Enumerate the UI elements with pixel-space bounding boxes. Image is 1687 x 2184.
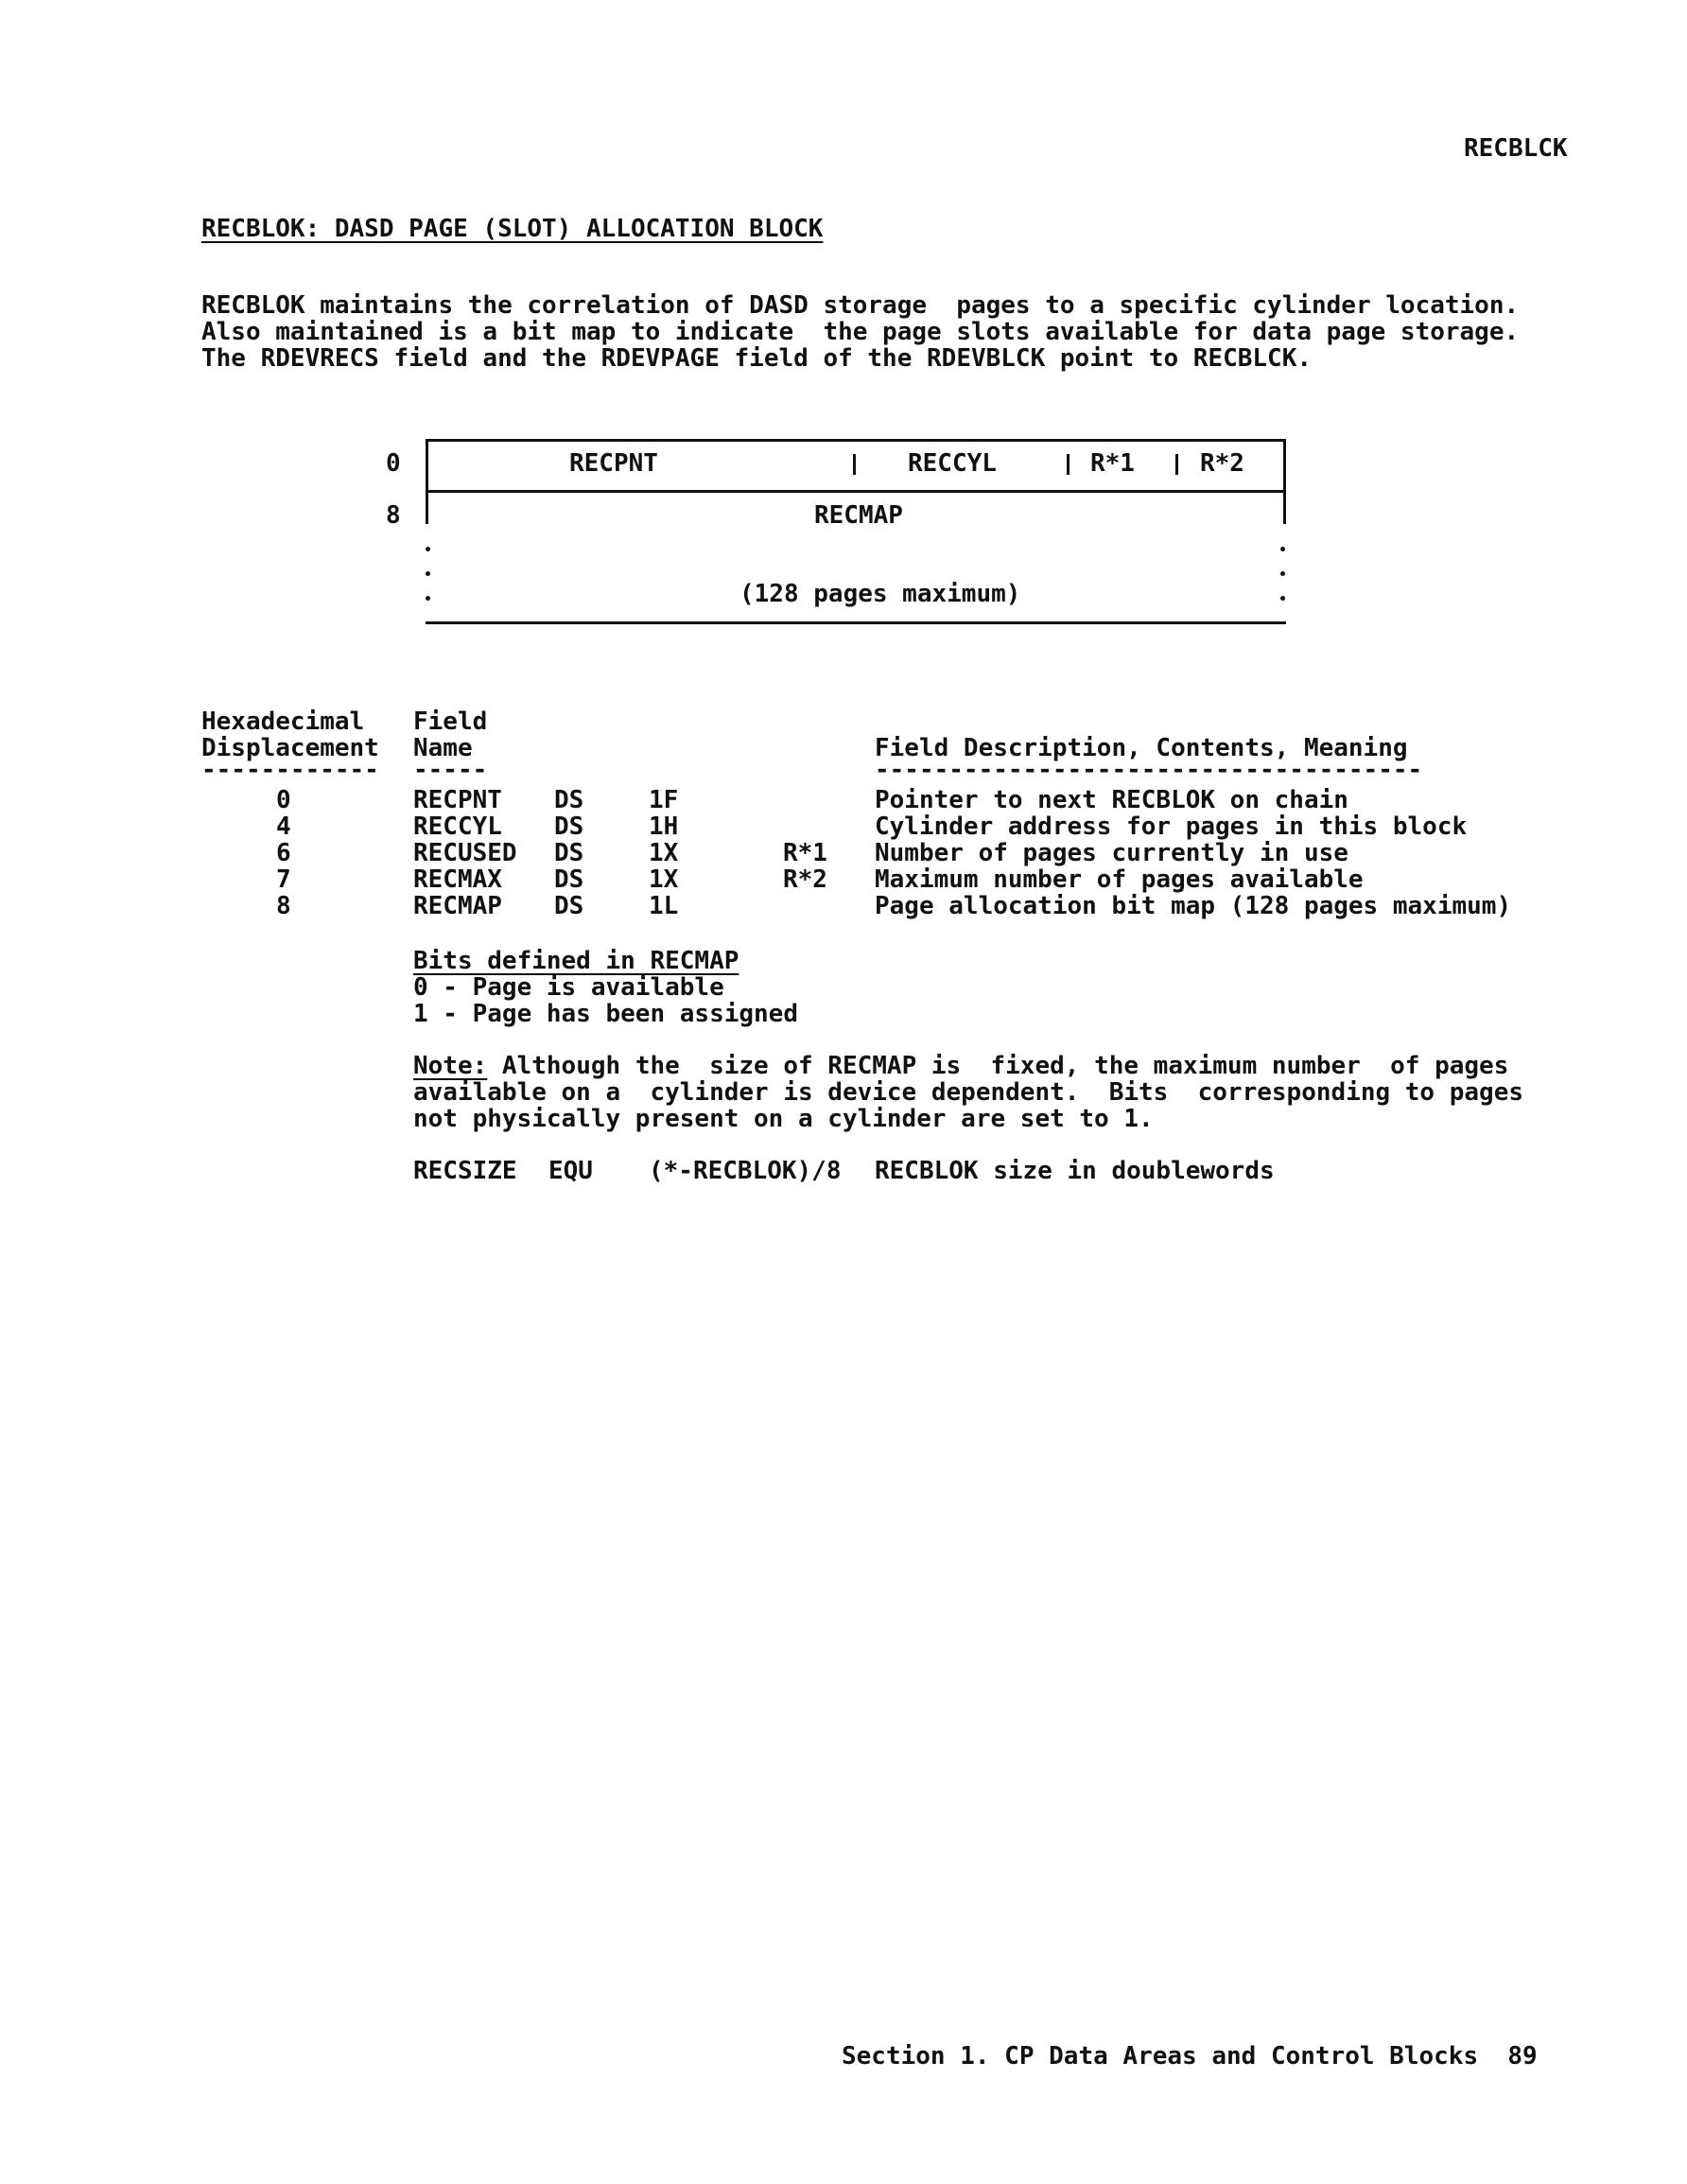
row-len: 1H	[649, 812, 679, 841]
column-header-hex: Hexadecimal	[201, 708, 365, 736]
diagram-separator	[426, 490, 1286, 493]
row-disp: 8	[276, 892, 291, 920]
diagram-note: (128 pages maximum)	[739, 580, 1021, 608]
row-ref: R*2	[783, 865, 827, 894]
offset-label: 0	[386, 449, 401, 478]
equ-expr: (*-RECBLOK)/8	[649, 1157, 842, 1185]
page-footer	[842, 2043, 1538, 2070]
row-disp: 6	[276, 839, 291, 867]
row-disp: 7	[276, 865, 291, 894]
row-len: 1X	[649, 865, 679, 894]
row-type: DS	[554, 812, 584, 841]
running-header: RECBLCK	[1464, 134, 1568, 163]
row-name: RECCYL	[413, 812, 502, 841]
diagram-divider	[1175, 454, 1178, 475]
note-line: not physically present on a cylinder are set to 1.	[413, 1105, 1154, 1133]
diagram-dot	[1280, 571, 1285, 576]
offset-label: 8	[386, 501, 401, 530]
row-type: DS	[554, 839, 584, 867]
table-row	[0, 893, 1687, 919]
column-header-name: Field	[413, 708, 488, 736]
note-line: available on a cylinder is device dependent. Bits corresponding to pages	[413, 1078, 1523, 1107]
row-desc: Page allocation bit map (128 pages maximum)	[875, 892, 1512, 920]
row-desc: Pointer to next RECBLOK on chain	[875, 786, 1348, 814]
diagram-dot	[426, 547, 430, 551]
bits-heading: Bits defined in RECMAP	[413, 947, 739, 975]
row-disp: 0	[276, 786, 291, 814]
row-len: 1F	[649, 786, 679, 814]
field-recpnt: RECPNT	[569, 449, 658, 478]
note-text: Although the size of RECMAP is fixed, the maximum number of pages	[487, 1052, 1509, 1080]
field-r2: R*2	[1200, 449, 1244, 478]
row-type: DS	[554, 865, 584, 894]
footer-section-title: Section 1. CP Data Areas and Control Blocks	[842, 2042, 1479, 2070]
row-type: DS	[554, 786, 584, 814]
intro-line: RECBLOK maintains the correlation of DASD storage pages to a specific cylinder location.	[201, 291, 1520, 320]
row-desc: Maximum number of pages available	[875, 865, 1364, 894]
equ-name: RECSIZE	[413, 1157, 517, 1185]
field-recmap: RECMAP	[814, 501, 903, 530]
diagram-divider	[1067, 454, 1070, 475]
row-len: 1X	[649, 839, 679, 867]
note-label: Note:	[413, 1052, 488, 1080]
column-header-name: Name	[413, 734, 473, 762]
row-len: 1L	[649, 892, 679, 920]
diagram-dot	[426, 571, 430, 576]
row-disp: 4	[276, 812, 291, 841]
field-r1: R*1	[1090, 449, 1135, 478]
diagram-dot	[1280, 596, 1285, 601]
diagram-bottom-border	[426, 621, 1286, 624]
row-name: RECUSED	[413, 839, 517, 867]
row-desc: Cylinder address for pages in this block	[875, 812, 1468, 841]
note-line	[413, 1053, 1508, 1079]
row-desc: Number of pages currently in use	[875, 839, 1348, 867]
table-row	[0, 840, 1687, 866]
row-name: RECPNT	[413, 786, 502, 814]
column-rule: -------------------------------------	[875, 756, 1423, 784]
field-reccyl: RECCYL	[908, 449, 997, 478]
table-row	[0, 787, 1687, 813]
row-ref: R*1	[783, 839, 827, 867]
equ-op: EQU	[548, 1157, 593, 1185]
row-name: RECMAP	[413, 892, 502, 920]
column-header-hex: Displacement	[201, 734, 379, 762]
diagram-dot	[426, 596, 430, 601]
diagram-top-border	[426, 439, 1286, 442]
page-number: 89	[1507, 2042, 1538, 2070]
bit-item: 1 - Page has been assigned	[413, 1000, 798, 1028]
row-name: RECMAX	[413, 865, 502, 894]
equ-line	[0, 1158, 1687, 1184]
intro-line: The RDEVRECS field and the RDEVPAGE field of the RDEVBLCK point to RECBLCK.	[201, 344, 1312, 373]
diagram-dot	[1280, 547, 1285, 551]
intro-line: Also maintained is a bit map to indicate the page slots available for data page storage.	[201, 318, 1520, 346]
column-rule: ------------	[201, 756, 379, 784]
diagram-left-edge	[426, 439, 428, 524]
table-row	[0, 813, 1687, 840]
equ-desc: RECBLOK size in doublewords	[875, 1157, 1275, 1185]
diagram-right-edge	[1283, 439, 1286, 524]
column-header-desc: Field Description, Contents, Meaning	[875, 734, 1408, 762]
table-row	[0, 866, 1687, 893]
column-rule: -----	[413, 756, 488, 784]
diagram-divider	[853, 454, 856, 475]
row-type: DS	[554, 892, 584, 920]
bit-item: 0 - Page is available	[413, 973, 724, 1002]
page-title: RECBLOK: DASD PAGE (SLOT) ALLOCATION BLOCK	[201, 215, 824, 243]
